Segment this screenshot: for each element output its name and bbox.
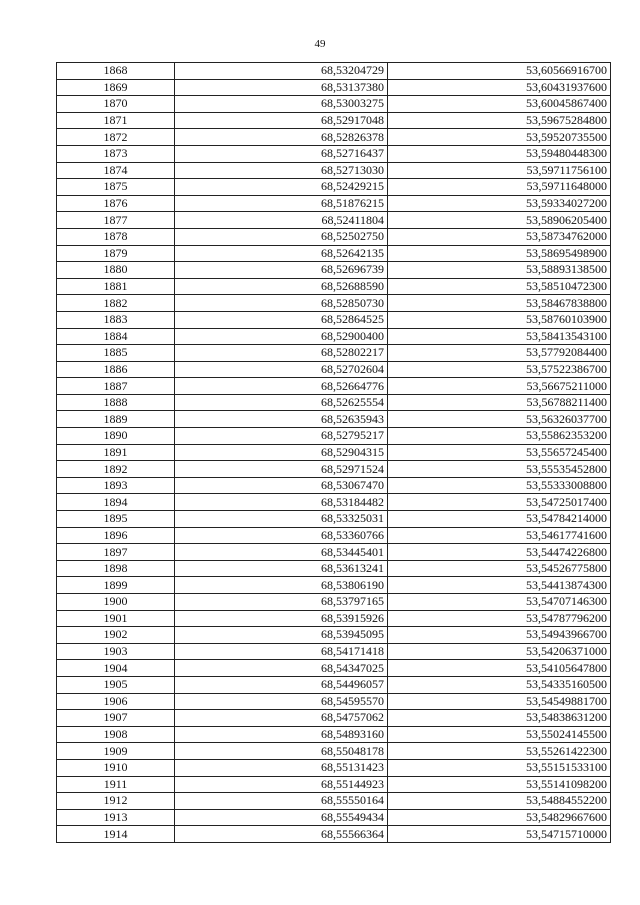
point-number-cell: 1881 [57, 278, 175, 295]
x-coordinate-cell: 68,54893160 [175, 726, 388, 743]
y-coordinate-cell: 53,56675211000 [388, 378, 611, 395]
x-coordinate-cell: 68,55550164 [175, 793, 388, 810]
table-row [57, 444, 611, 461]
x-coordinate-cell: 68,52664776 [175, 378, 388, 395]
x-coordinate-cell: 68,52850730 [175, 295, 388, 312]
point-number-cell: 1876 [57, 195, 175, 212]
x-coordinate-cell: 68,53184482 [175, 494, 388, 511]
table-row [57, 112, 611, 129]
table-row [57, 627, 611, 644]
y-coordinate-cell: 53,54707146300 [388, 594, 611, 611]
y-coordinate-cell: 53,54549881700 [388, 693, 611, 710]
y-coordinate-cell: 53,58906205400 [388, 212, 611, 229]
y-coordinate-cell: 53,54784214000 [388, 511, 611, 528]
table-row [57, 610, 611, 627]
y-coordinate-cell: 53,58510472300 [388, 278, 611, 295]
x-coordinate-cell: 68,53915926 [175, 610, 388, 627]
y-coordinate-cell: 53,58760103900 [388, 311, 611, 328]
table-row [57, 378, 611, 395]
y-coordinate-cell: 53,59711756100 [388, 162, 611, 179]
y-coordinate-cell: 53,54413874300 [388, 577, 611, 594]
y-coordinate-cell: 53,58413543100 [388, 328, 611, 345]
point-number-cell: 1906 [57, 693, 175, 710]
table-row [57, 129, 611, 146]
table-row [57, 245, 611, 262]
x-coordinate-cell: 68,53325031 [175, 511, 388, 528]
point-number-cell: 1904 [57, 660, 175, 677]
x-coordinate-cell: 68,55131423 [175, 759, 388, 776]
table-row [57, 743, 611, 760]
table-row [57, 511, 611, 528]
point-number-cell: 1879 [57, 245, 175, 262]
table-row [57, 693, 611, 710]
point-number-cell: 1895 [57, 511, 175, 528]
point-number-cell: 1869 [57, 79, 175, 96]
x-coordinate-cell: 68,53204729 [175, 63, 388, 80]
table-row [57, 809, 611, 826]
point-number-cell: 1882 [57, 295, 175, 312]
table-row [57, 560, 611, 577]
y-coordinate-cell: 53,54617741600 [388, 527, 611, 544]
y-coordinate-cell: 53,54526775800 [388, 560, 611, 577]
x-coordinate-cell: 68,52826378 [175, 129, 388, 146]
x-coordinate-cell: 68,52502750 [175, 228, 388, 245]
point-number-cell: 1900 [57, 594, 175, 611]
y-coordinate-cell: 53,55151533100 [388, 759, 611, 776]
table-row [57, 660, 611, 677]
y-coordinate-cell: 53,55862353200 [388, 428, 611, 445]
table-row [57, 461, 611, 478]
x-coordinate-cell: 68,54347025 [175, 660, 388, 677]
table-row [57, 710, 611, 727]
y-coordinate-cell: 53,57792084400 [388, 345, 611, 362]
point-number-cell: 1868 [57, 63, 175, 80]
table-row [57, 577, 611, 594]
point-number-cell: 1873 [57, 145, 175, 162]
point-number-cell: 1875 [57, 179, 175, 196]
point-number-cell: 1911 [57, 776, 175, 793]
y-coordinate-cell: 53,54884552200 [388, 793, 611, 810]
y-coordinate-cell: 53,56326037700 [388, 411, 611, 428]
x-coordinate-cell: 68,54595570 [175, 693, 388, 710]
point-number-cell: 1886 [57, 361, 175, 378]
point-number-cell: 1913 [57, 809, 175, 826]
x-coordinate-cell: 68,52642135 [175, 245, 388, 262]
x-coordinate-cell: 68,55566364 [175, 826, 388, 843]
table-row [57, 195, 611, 212]
table-row [57, 145, 611, 162]
x-coordinate-cell: 68,53003275 [175, 96, 388, 113]
x-coordinate-cell: 68,52971524 [175, 461, 388, 478]
point-number-cell: 1902 [57, 627, 175, 644]
x-coordinate-cell: 68,54757062 [175, 710, 388, 727]
table-row [57, 262, 611, 279]
table-row [57, 759, 611, 776]
point-number-cell: 1907 [57, 710, 175, 727]
y-coordinate-cell: 53,54474226800 [388, 544, 611, 561]
table-row [57, 328, 611, 345]
coordinates-table-body [57, 63, 611, 843]
table-row [57, 776, 611, 793]
x-coordinate-cell: 68,52917048 [175, 112, 388, 129]
x-coordinate-cell: 68,54171418 [175, 643, 388, 660]
point-number-cell: 1909 [57, 743, 175, 760]
y-coordinate-cell: 53,60431937600 [388, 79, 611, 96]
point-number-cell: 1874 [57, 162, 175, 179]
y-coordinate-cell: 53,58695498900 [388, 245, 611, 262]
point-number-cell: 1896 [57, 527, 175, 544]
point-number-cell: 1883 [57, 311, 175, 328]
x-coordinate-cell: 68,52716437 [175, 145, 388, 162]
x-coordinate-cell: 68,51876215 [175, 195, 388, 212]
x-coordinate-cell: 68,55549434 [175, 809, 388, 826]
table-row [57, 63, 611, 80]
y-coordinate-cell: 53,59520735500 [388, 129, 611, 146]
point-number-cell: 1892 [57, 461, 175, 478]
x-coordinate-cell: 68,52688590 [175, 278, 388, 295]
y-coordinate-cell: 53,55024145500 [388, 726, 611, 743]
table-row [57, 477, 611, 494]
y-coordinate-cell: 53,58893138500 [388, 262, 611, 279]
coordinates-table [56, 62, 611, 843]
table-row [57, 212, 611, 229]
y-coordinate-cell: 53,54335160500 [388, 676, 611, 693]
table-row [57, 594, 611, 611]
x-coordinate-cell: 68,52696739 [175, 262, 388, 279]
y-coordinate-cell: 53,60566916700 [388, 63, 611, 80]
table-row [57, 527, 611, 544]
y-coordinate-cell: 53,59675284800 [388, 112, 611, 129]
table-row [57, 179, 611, 196]
point-number-cell: 1903 [57, 643, 175, 660]
x-coordinate-cell: 68,53945095 [175, 627, 388, 644]
point-number-cell: 1878 [57, 228, 175, 245]
point-number-cell: 1901 [57, 610, 175, 627]
table-row [57, 295, 611, 312]
point-number-cell: 1884 [57, 328, 175, 345]
y-coordinate-cell: 53,54725017400 [388, 494, 611, 511]
table-row [57, 726, 611, 743]
y-coordinate-cell: 53,54838631200 [388, 710, 611, 727]
y-coordinate-cell: 53,58734762000 [388, 228, 611, 245]
table-row [57, 394, 611, 411]
table-row [57, 544, 611, 561]
x-coordinate-cell: 68,53067470 [175, 477, 388, 494]
table-row [57, 643, 611, 660]
point-number-cell: 1894 [57, 494, 175, 511]
point-number-cell: 1885 [57, 345, 175, 362]
x-coordinate-cell: 68,52635943 [175, 411, 388, 428]
y-coordinate-cell: 53,59711648000 [388, 179, 611, 196]
point-number-cell: 1888 [57, 394, 175, 411]
point-number-cell: 1893 [57, 477, 175, 494]
point-number-cell: 1899 [57, 577, 175, 594]
x-coordinate-cell: 68,53137380 [175, 79, 388, 96]
y-coordinate-cell: 53,59480448300 [388, 145, 611, 162]
point-number-cell: 1880 [57, 262, 175, 279]
y-coordinate-cell: 53,54829667600 [388, 809, 611, 826]
point-number-cell: 1914 [57, 826, 175, 843]
point-number-cell: 1897 [57, 544, 175, 561]
x-coordinate-cell: 68,52795217 [175, 428, 388, 445]
table-row [57, 428, 611, 445]
point-number-cell: 1910 [57, 759, 175, 776]
y-coordinate-cell: 53,57522386700 [388, 361, 611, 378]
table-row [57, 361, 611, 378]
point-number-cell: 1887 [57, 378, 175, 395]
point-number-cell: 1891 [57, 444, 175, 461]
y-coordinate-cell: 53,55333008800 [388, 477, 611, 494]
y-coordinate-cell: 53,60045867400 [388, 96, 611, 113]
table-row [57, 411, 611, 428]
y-coordinate-cell: 53,56788211400 [388, 394, 611, 411]
x-coordinate-cell: 68,54496057 [175, 676, 388, 693]
table-row [57, 79, 611, 96]
y-coordinate-cell: 53,54206371000 [388, 643, 611, 660]
point-number-cell: 1908 [57, 726, 175, 743]
table-row [57, 793, 611, 810]
y-coordinate-cell: 53,55535452800 [388, 461, 611, 478]
x-coordinate-cell: 68,52904315 [175, 444, 388, 461]
point-number-cell: 1898 [57, 560, 175, 577]
point-number-cell: 1890 [57, 428, 175, 445]
table-row [57, 311, 611, 328]
y-coordinate-cell: 53,55261422300 [388, 743, 611, 760]
table-row [57, 676, 611, 693]
x-coordinate-cell: 68,52429215 [175, 179, 388, 196]
y-coordinate-cell: 53,54787796200 [388, 610, 611, 627]
point-number-cell: 1877 [57, 212, 175, 229]
x-coordinate-cell: 68,52713030 [175, 162, 388, 179]
y-coordinate-cell: 53,54715710000 [388, 826, 611, 843]
x-coordinate-cell: 68,53797165 [175, 594, 388, 611]
table-row [57, 228, 611, 245]
x-coordinate-cell: 68,52864525 [175, 311, 388, 328]
table-row [57, 494, 611, 511]
point-number-cell: 1871 [57, 112, 175, 129]
point-number-cell: 1870 [57, 96, 175, 113]
table-row [57, 345, 611, 362]
x-coordinate-cell: 68,52411804 [175, 212, 388, 229]
x-coordinate-cell: 68,52900400 [175, 328, 388, 345]
x-coordinate-cell: 68,55144923 [175, 776, 388, 793]
x-coordinate-cell: 68,52702604 [175, 361, 388, 378]
table-row [57, 162, 611, 179]
x-coordinate-cell: 68,53445401 [175, 544, 388, 561]
x-coordinate-cell: 68,55048178 [175, 743, 388, 760]
page-number: 49 [314, 38, 326, 50]
point-number-cell: 1872 [57, 129, 175, 146]
y-coordinate-cell: 53,54943966700 [388, 627, 611, 644]
y-coordinate-cell: 53,54105647800 [388, 660, 611, 677]
point-number-cell: 1912 [57, 793, 175, 810]
table-row [57, 96, 611, 113]
x-coordinate-cell: 68,53360766 [175, 527, 388, 544]
y-coordinate-cell: 53,55141098200 [388, 776, 611, 793]
x-coordinate-cell: 68,53806190 [175, 577, 388, 594]
y-coordinate-cell: 53,58467838800 [388, 295, 611, 312]
point-number-cell: 1905 [57, 676, 175, 693]
y-coordinate-cell: 53,59334027200 [388, 195, 611, 212]
table-row [57, 826, 611, 843]
x-coordinate-cell: 68,52625554 [175, 394, 388, 411]
table-row [57, 278, 611, 295]
x-coordinate-cell: 68,53613241 [175, 560, 388, 577]
point-number-cell: 1889 [57, 411, 175, 428]
y-coordinate-cell: 53,55657245400 [388, 444, 611, 461]
x-coordinate-cell: 68,52802217 [175, 345, 388, 362]
